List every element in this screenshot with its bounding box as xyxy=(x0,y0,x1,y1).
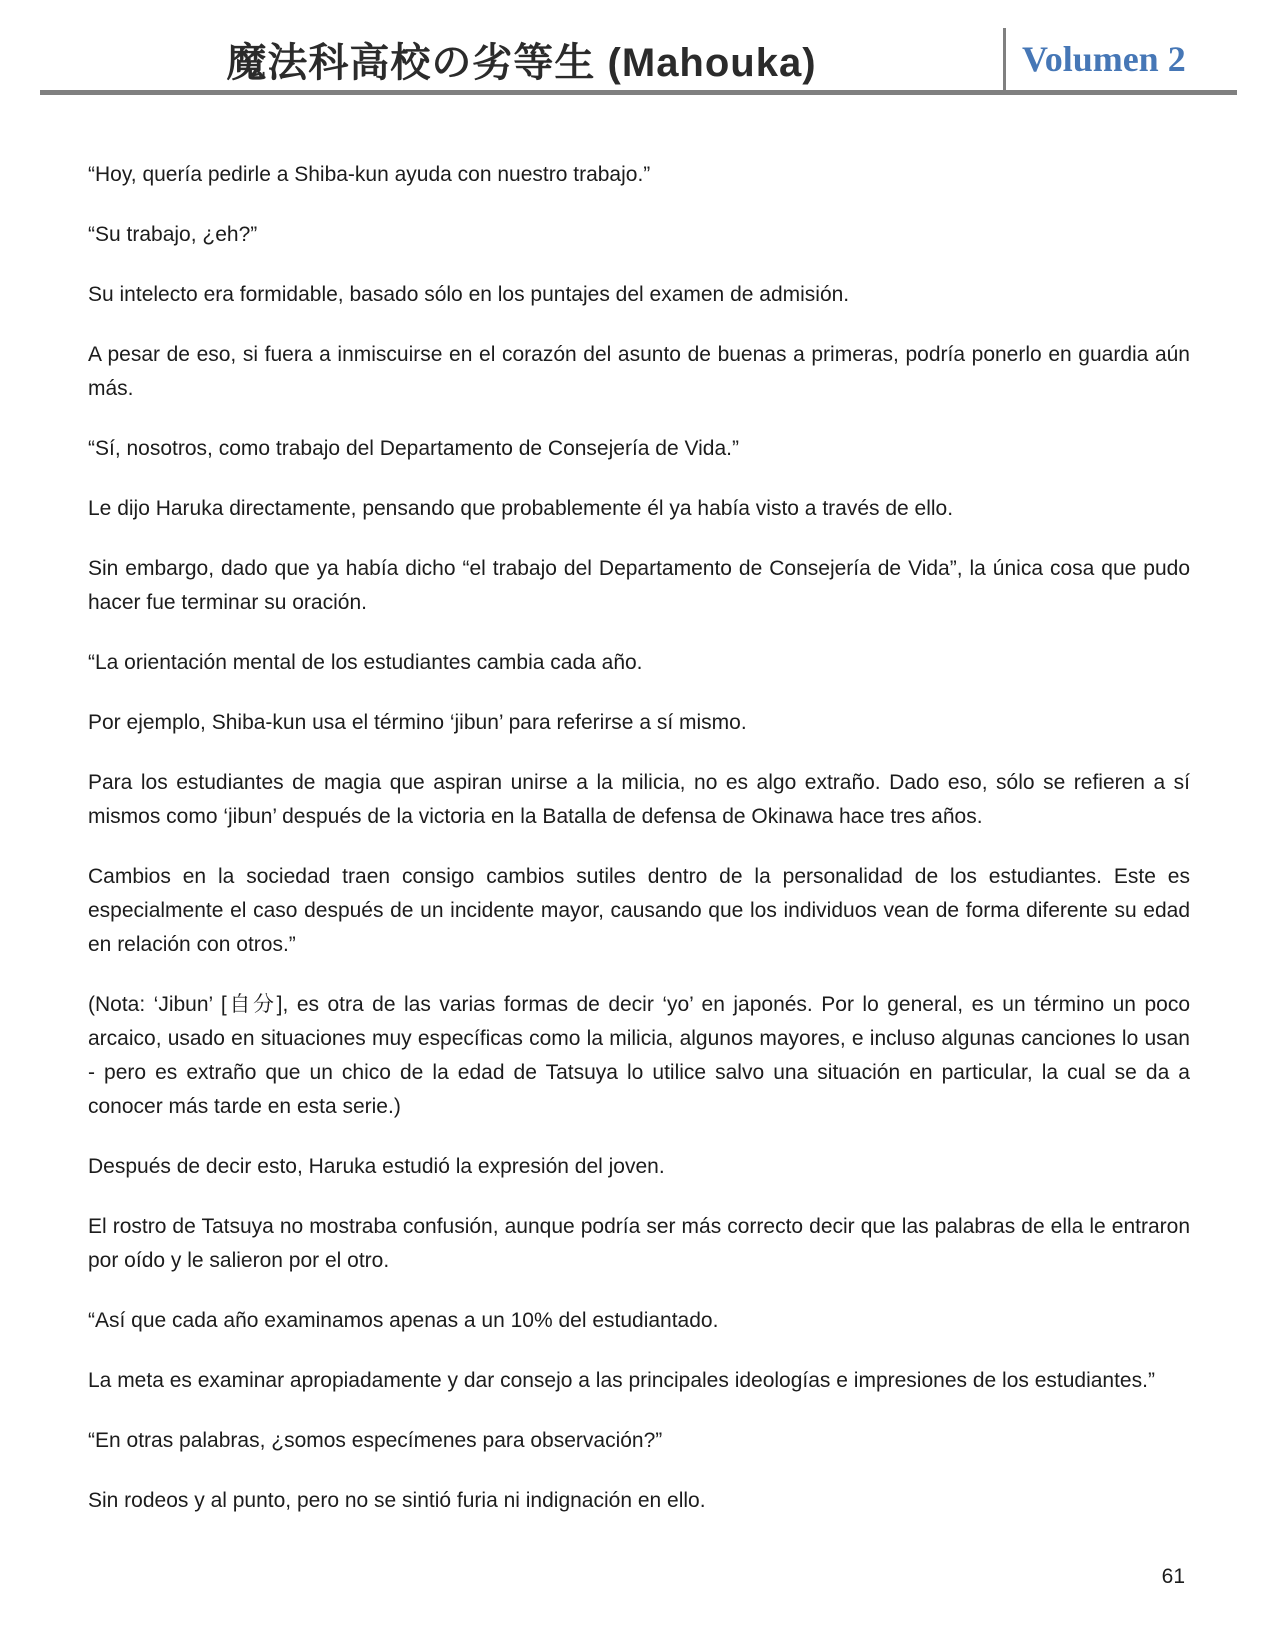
paragraph-14: El rostro de Tatsuya no mostraba confusión, aunque podría ser más correcto decir que las palabras de ella le entraron por oído y le salieron por el otro. xyxy=(88,1215,1190,1272)
paragraph-16: La meta es examinar apropiadamente y dar consejo a las principales ideologías e impresiones de los estudiantes.” xyxy=(88,1369,1155,1392)
paragraph-1: “Hoy, quería pedirle a Shiba-kun ayuda con nuestro trabajo.” xyxy=(88,163,651,186)
header-volume-cell xyxy=(1003,28,1237,90)
paragraph-13: Después de decir esto, Haruka estudió la expresión del joven. xyxy=(88,1155,665,1178)
paragraph-3: Su intelecto era formidable, basado sólo en los puntajes del examen de admisión. xyxy=(88,283,850,306)
paragraph-18: Sin rodeos y al punto, pero no se sintió furia ni indignación en ello. xyxy=(88,1489,706,1512)
volume-label: Volumen 2 xyxy=(1022,39,1186,79)
document-title: 魔法科高校の劣等生 (Mahouka) xyxy=(226,40,817,85)
paragraph-2: “Su trabajo, ¿eh?” xyxy=(88,223,258,246)
paragraph-8: “La orientación mental de los estudiantes cambia cada año. xyxy=(88,651,643,674)
paragraph-15: “Así que cada año examinamos apenas a un 10% del estudiantado. xyxy=(88,1309,719,1332)
page-body xyxy=(88,158,1190,1518)
header-title-cell xyxy=(40,28,1003,90)
paragraph-9: Por ejemplo, Shiba-kun usa el término ‘jibun’ para referirse a sí mismo. xyxy=(88,711,747,734)
page-number: 61 xyxy=(1161,1565,1185,1588)
paragraph-7: Sin embargo, dado que ya había dicho “el trabajo del Departamento de Consejería de Vida”, la única cosa que pudo hacer fue terminar su oración. xyxy=(88,557,1190,614)
paragraph-11: Cambios en la sociedad traen consigo cambios sutiles dentro de la personalidad de los estudiantes. Este es especialmente el caso después de un incidente mayor, causando que los individuos vean de forma diferente su edad en relación con otros.” xyxy=(88,865,1190,956)
paragraph-17: “En otras palabras, ¿somos especímenes para observación?” xyxy=(88,1429,663,1452)
paragraph-4: A pesar de eso, si fuera a inmiscuirse en el corazón del asunto de buenas a primeras, podría ponerlo en guardia aún más. xyxy=(88,343,1190,400)
paragraph-5: “Sí, nosotros, como trabajo del Departamento de Consejería de Vida.” xyxy=(88,437,739,460)
paragraph-6: Le dijo Haruka directamente, pensando que probablemente él ya había visto a través de ello. xyxy=(88,497,954,520)
page-header xyxy=(40,28,1237,90)
header-rule xyxy=(40,90,1237,95)
paragraph-12: (Nota: ‘Jibun’ [自分], es otra de las varias formas de decir ‘yo’ en japonés. Por lo general, es un término un poco arcaico, usado en situaciones muy específicas como la milicia, algunos mayores, e incluso algunas canciones lo usan - pero es extraño que un chico de la edad de Tatsuya lo utilice salvo una situación en particular, la cual se da a conocer más tarde en esta serie.) xyxy=(88,993,1190,1118)
paragraph-10: Para los estudiantes de magia que aspiran unirse a la milicia, no es algo extraño. Dado eso, sólo se refieren a sí mismos como ‘jibun’ después de la victoria en la Batalla de defensa de Okinawa hace tres años. xyxy=(88,771,1190,828)
